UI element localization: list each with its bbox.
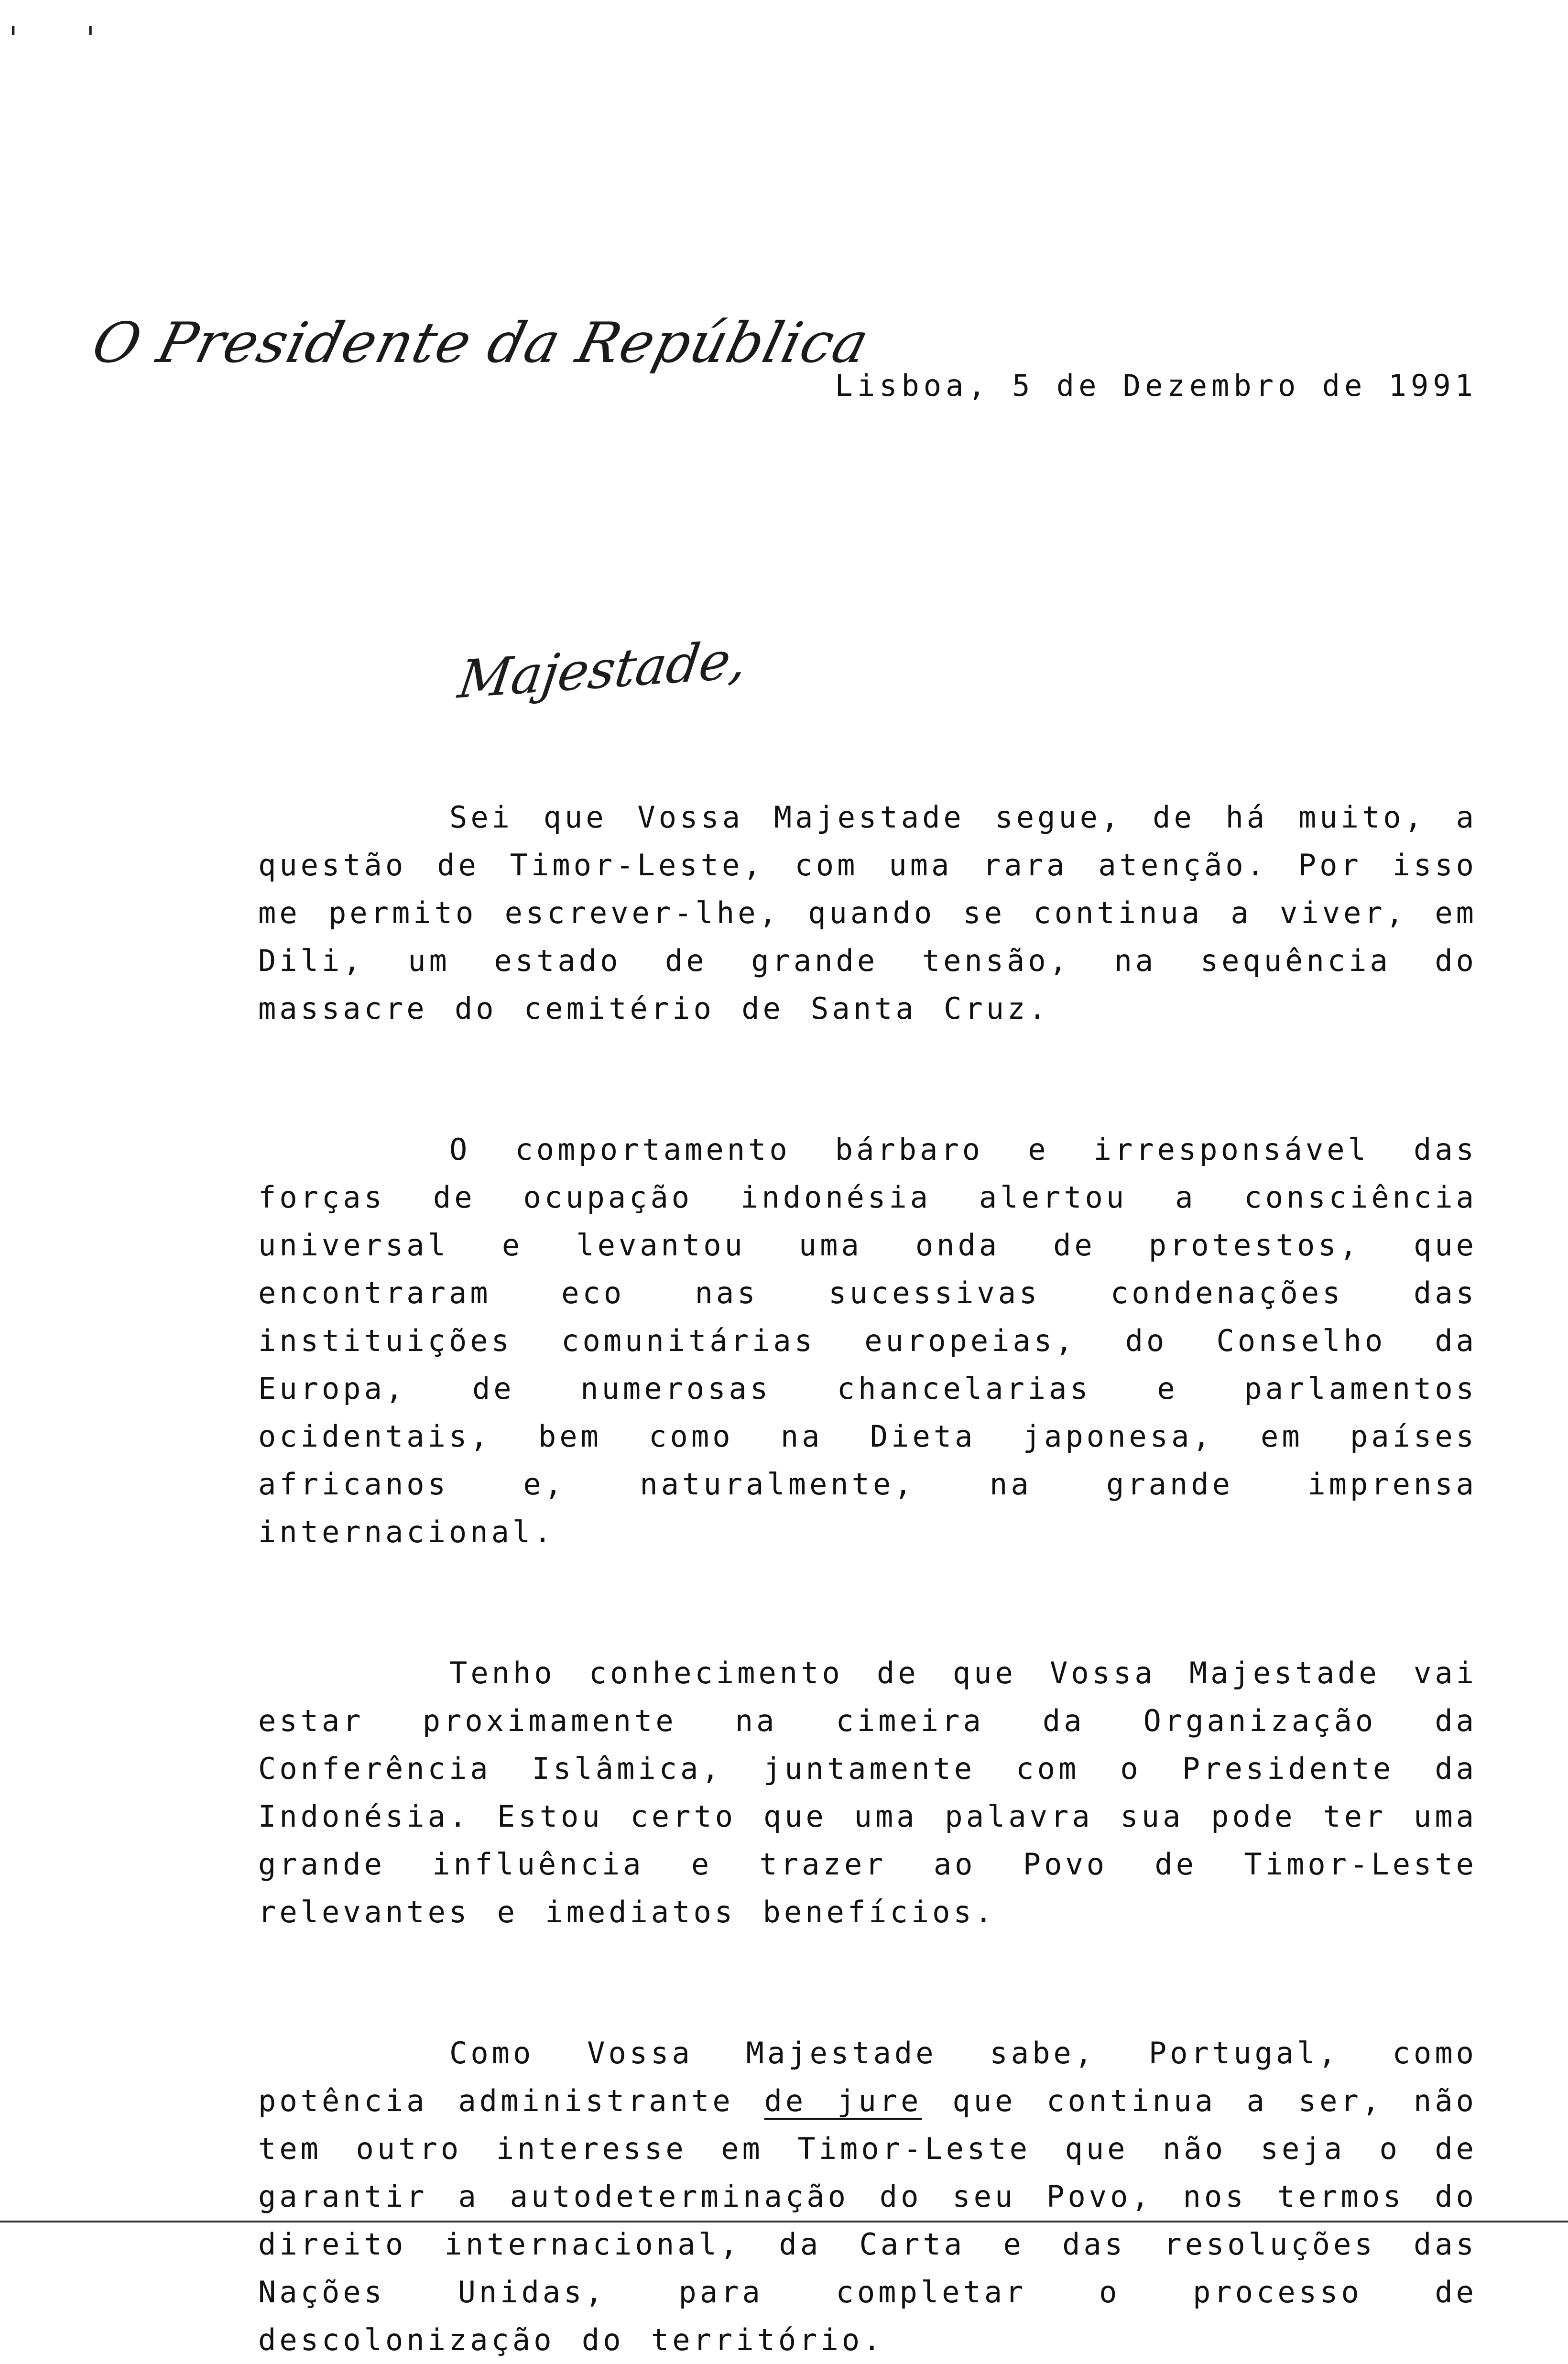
- paragraph-4-end: que continua a ser, não tem outro interesse em Timor-Leste que não seja o de garantir a autodeterminação do seu Povo, nos termos do direito internacional, da Carta e das resoluções das Nações Unidas, para completar o processo de descolonização do território.: [258, 2083, 1477, 2357]
- letterhead: O Presidente da República: [86, 311, 876, 375]
- scan-bottom-edge: [0, 2221, 1568, 2222]
- paragraph-4: [258, 2029, 1477, 2364]
- paragraph-3: Tenho conhecimento de que Vossa Majestade vai estar proximamente na cimeira da Organização da Conferência Islâmica, juntamente com o Presidente da Indonésia. Estou certo que uma palavra sua pode ter uma grande influência e trazer ao Povo de Timor-Leste relevantes e imediatos benefícios.: [258, 1656, 1477, 1929]
- paragraph-4-start: Como Vossa Majestade sabe, Portugal, como potência administrante: [258, 2036, 1477, 2118]
- scan-marks: ' ': [9, 19, 124, 58]
- underlined-term: de jure: [764, 2083, 922, 2118]
- handwritten-salutation: Majestade,: [455, 630, 751, 710]
- letter-body: [258, 794, 1477, 2364]
- dateline: Lisboa, 5 de Dezembro de 1991: [835, 368, 1477, 403]
- paragraph-1: Sei que Vossa Majestade segue, de há muito, a questão de Timor-Leste, com uma rara atenção. Por isso me permito escrever-lhe, quando se continua a viver, em Dili, um estado de grande tensão, na sequência do massacre do cemitério de Santa Cruz.: [258, 800, 1477, 1026]
- paragraph-2: O comportamento bárbaro e irresponsável das forças de ocupação indonésia alertou a consciência universal e levantou uma onda de protestos, que encontraram eco nas sucessivas condenações das instituições comunitárias europeias, do Conselho da Europa, de numerosas chancelarias e parlamentos ocidentais, bem como na Dieta japonesa, em países africanos e, naturalmente, na grande imprensa internacional.: [258, 1132, 1477, 1549]
